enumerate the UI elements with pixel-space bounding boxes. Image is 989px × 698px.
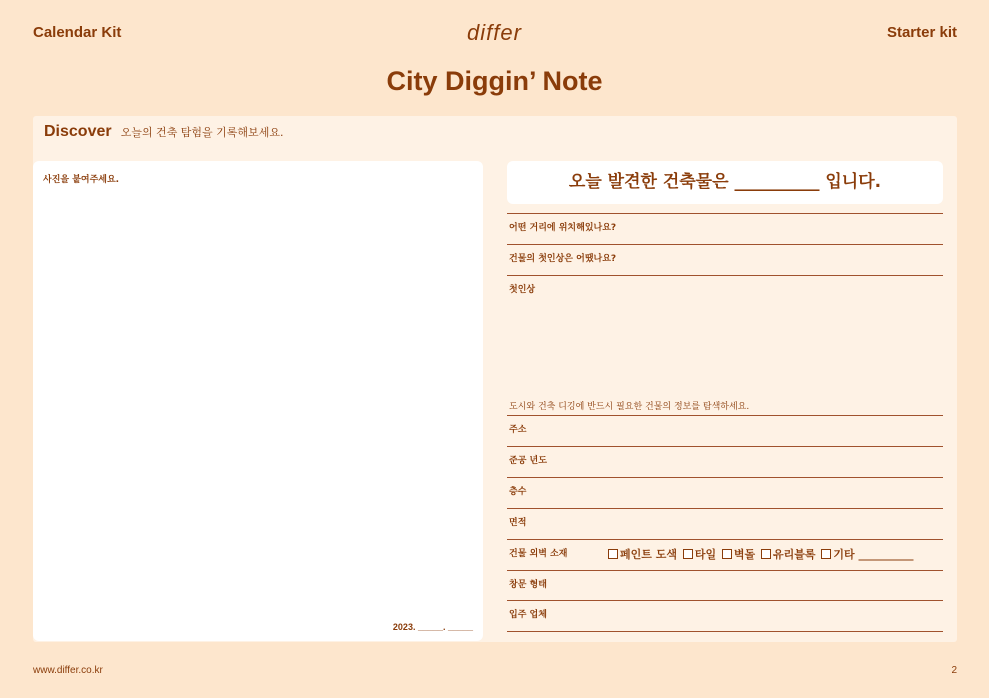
discover-word: Discover: [44, 123, 112, 140]
option-other: 기타 __________: [833, 548, 914, 561]
page-number: 2: [951, 665, 957, 676]
checkbox-brick[interactable]: [722, 549, 732, 559]
impression-question: 건물의 첫인상은 어땠나요?: [509, 254, 617, 264]
building-headline[interactable]: 오늘 발견한 건축물은 __________ 입니다.: [507, 161, 943, 204]
divider: [507, 600, 943, 601]
divider: [507, 244, 943, 245]
option-brick: 벽돌: [733, 548, 756, 561]
location-question: 어떤 거리에 위치해있나요?: [509, 223, 617, 233]
year-label: 준공 년도: [509, 456, 547, 466]
info-intro: 도시와 건축 디깅에 반드시 필요한 건물의 정보를 탐색하세요.: [509, 402, 750, 412]
brand-logo: differ: [467, 20, 522, 45]
divider: [507, 275, 943, 276]
floors-label: 층수: [509, 487, 527, 497]
divider: [507, 213, 943, 214]
discover-heading: [44, 121, 283, 141]
divider: [507, 446, 943, 447]
photo-label: 사진을 붙여주세요.: [43, 175, 120, 185]
impression-label: 첫인상: [509, 285, 536, 295]
option-paint: 페인트 도색: [620, 548, 677, 561]
discover-description: 오늘의 건축 탐험을 기록해보세요.: [120, 126, 284, 139]
area-label: 면적: [509, 518, 527, 528]
option-tile: 타일: [694, 548, 717, 561]
photo-date[interactable]: 2023. _____. _____: [392, 622, 473, 632]
divider: [507, 415, 943, 416]
checkbox-tile[interactable]: [683, 549, 693, 559]
divider: [507, 539, 943, 540]
window-label: 창문 형태: [509, 580, 547, 590]
checkbox-glass-block[interactable]: [761, 549, 771, 559]
address-label: 주소: [509, 425, 527, 435]
photo-area[interactable]: [33, 161, 483, 641]
checkbox-other[interactable]: [821, 549, 831, 559]
divider: [507, 477, 943, 478]
tenant-label: 입주 업체: [509, 610, 547, 620]
footer-url[interactable]: www.differ.co.kr: [33, 665, 103, 676]
divider: [507, 508, 943, 509]
divider: [507, 570, 943, 571]
page-title: City Diggin’ Note: [386, 66, 603, 96]
divider: [507, 631, 943, 632]
material-label: 건물 외벽 소재: [509, 549, 568, 559]
kit-type: Starter kit: [886, 24, 957, 41]
option-glass-block: 유리블록: [773, 548, 816, 561]
checkbox-paint[interactable]: [608, 549, 618, 559]
material-options: [608, 546, 915, 562]
kit-name: Calendar Kit: [33, 24, 122, 41]
